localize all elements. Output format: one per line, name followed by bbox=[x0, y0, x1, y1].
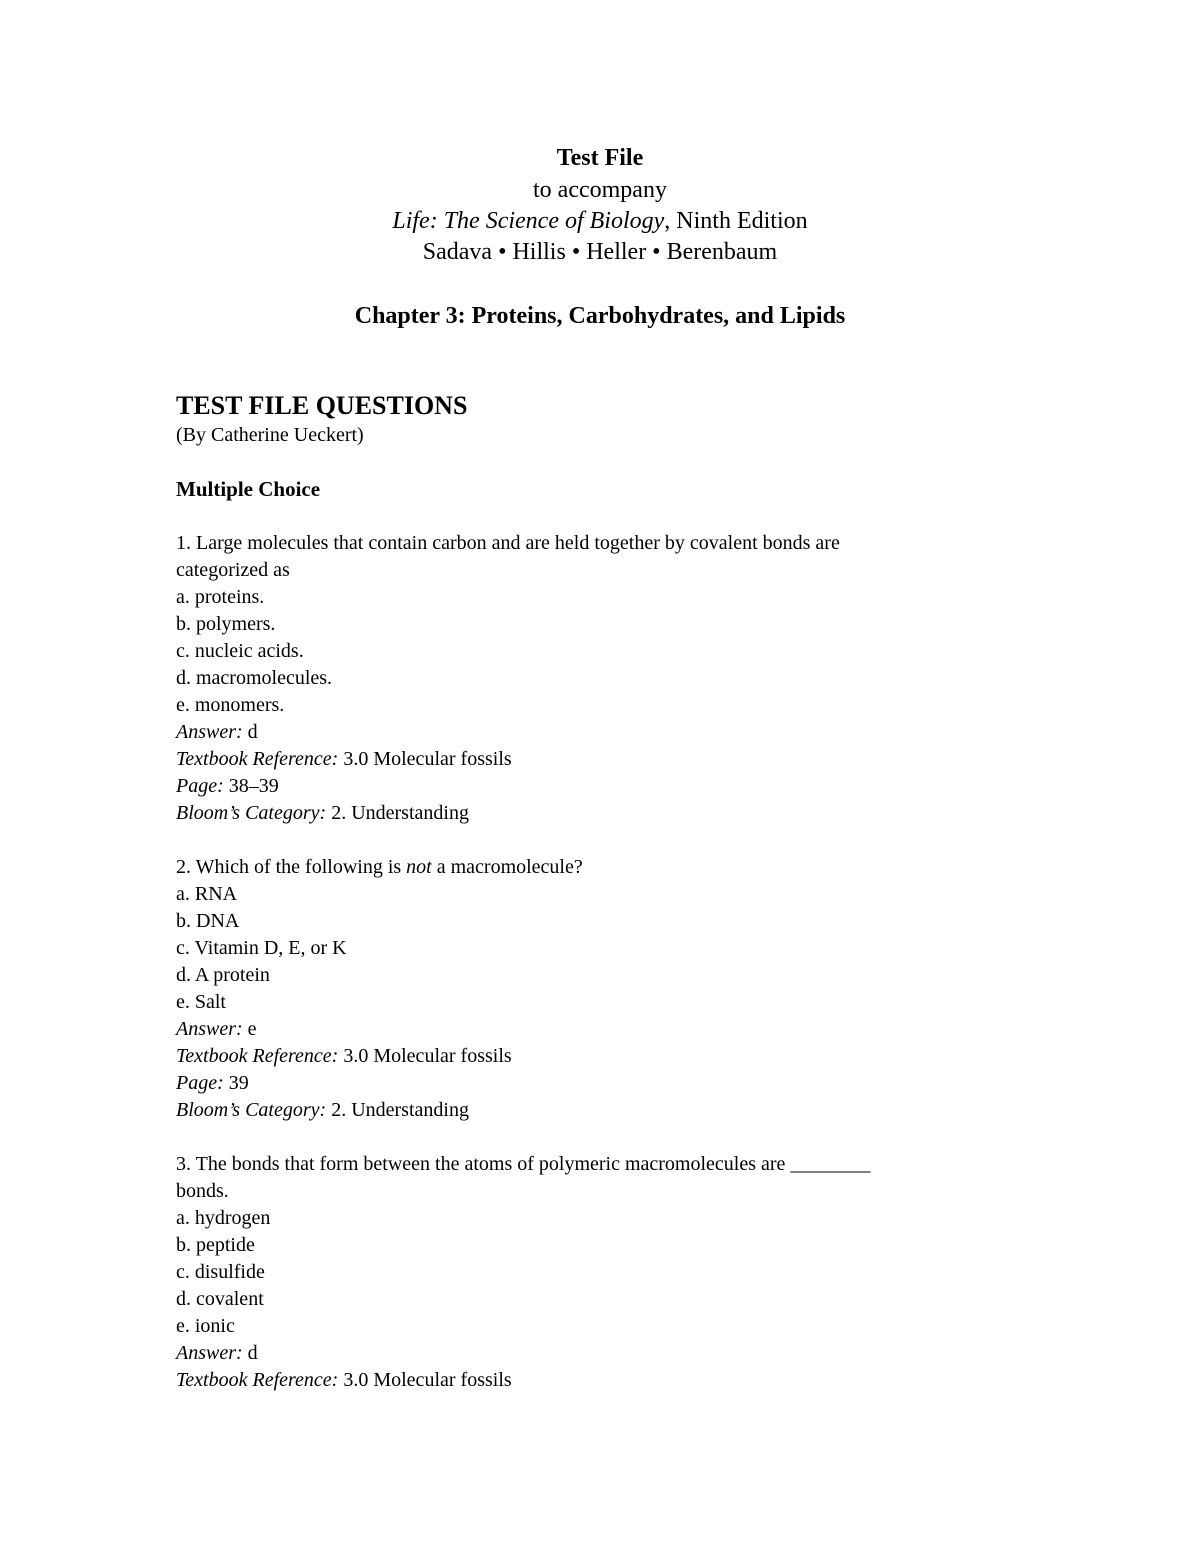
answer-option-b: b. DNA bbox=[176, 910, 240, 932]
section-subheading: Multiple Choice bbox=[176, 477, 321, 501]
question-1 bbox=[176, 530, 1036, 827]
chapter-title: Chapter 3: Proteins, Carbohydrates, and Lipids bbox=[354, 303, 846, 329]
answer-option-a: a. RNA bbox=[176, 883, 238, 905]
document-subtitle: to accompany bbox=[533, 177, 667, 203]
page-value: 39 bbox=[223, 1072, 249, 1094]
textbook-reference-value: 3.0 Molecular fossils bbox=[338, 1045, 512, 1067]
question-3 bbox=[176, 1151, 1036, 1394]
answer-option-e: e. ionic bbox=[176, 1315, 235, 1337]
textbook-reference-value: 3.0 Molecular fossils bbox=[338, 748, 512, 770]
answer-option-e: e. Salt bbox=[176, 991, 226, 1013]
answer-line bbox=[176, 1016, 1036, 1043]
textbook-reference-value: 3.0 Molecular fossils bbox=[338, 1369, 512, 1391]
book-edition: , Ninth Edition bbox=[664, 208, 808, 234]
section-header bbox=[176, 391, 1036, 449]
answer-label: Answer: bbox=[176, 721, 243, 743]
answer-option-c: c. disulfide bbox=[176, 1261, 265, 1283]
section-byline: (By Catherine Ueckert) bbox=[176, 424, 364, 446]
answer-value: e bbox=[242, 1018, 257, 1040]
answer-option-d: d. macromolecules. bbox=[176, 667, 333, 689]
section-subheading-block bbox=[176, 476, 1036, 503]
question-stem-start: 2. Which of the following is bbox=[176, 856, 407, 878]
answer-value: d bbox=[242, 1342, 258, 1364]
answer-option-b: b. peptide bbox=[176, 1234, 255, 1256]
question-stem-end: a macromolecule? bbox=[431, 856, 583, 878]
question-stem-emphasis: not bbox=[406, 856, 432, 878]
answer-option-c: c. nucleic acids. bbox=[176, 640, 304, 662]
textbook-reference-line bbox=[176, 746, 1036, 773]
question-list bbox=[176, 530, 1036, 1394]
answer-option-a: a. proteins. bbox=[176, 586, 265, 608]
answer-line bbox=[176, 719, 1036, 746]
answer-option-b: b. polymers. bbox=[176, 613, 276, 635]
answer-label: Answer: bbox=[176, 1342, 243, 1364]
answer-option-c: c. Vitamin D, E, or K bbox=[176, 937, 347, 959]
question-stem-continued: bonds. bbox=[176, 1180, 229, 1202]
question-stem: 3. The bonds that form between the atoms of polymeric macromolecules are ________ bbox=[176, 1153, 871, 1175]
question-stem-continued: categorized as bbox=[176, 559, 290, 581]
textbook-reference-line bbox=[176, 1043, 1036, 1070]
blooms-line bbox=[176, 800, 1036, 827]
blooms-label: Bloom’s Category: bbox=[176, 802, 327, 824]
page-line bbox=[176, 773, 1036, 800]
textbook-reference-line bbox=[176, 1367, 1036, 1394]
spacer bbox=[176, 1124, 1036, 1151]
textbook-reference-label: Textbook Reference: bbox=[176, 1369, 339, 1391]
book-title: Life: The Science of Biology bbox=[392, 208, 665, 234]
page-label: Page: bbox=[176, 1072, 224, 1094]
page-label: Page: bbox=[176, 775, 224, 797]
answer-option-d: d. A protein bbox=[176, 964, 270, 986]
blooms-value: 2. Understanding bbox=[326, 802, 469, 824]
question-stem bbox=[176, 854, 1036, 881]
question-stem: 1. Large molecules that contain carbon and are held together by covalent bonds are bbox=[176, 532, 840, 554]
answer-line bbox=[176, 1340, 1036, 1367]
answer-option-a: a. hydrogen bbox=[176, 1207, 271, 1229]
page-line bbox=[176, 1070, 1036, 1097]
answer-option-e: e. monomers. bbox=[176, 694, 285, 716]
textbook-reference-label: Textbook Reference: bbox=[176, 748, 339, 770]
page-value: 38–39 bbox=[223, 775, 279, 797]
blooms-value: 2. Understanding bbox=[326, 1099, 469, 1121]
blooms-label: Bloom’s Category: bbox=[176, 1099, 327, 1121]
question-2 bbox=[176, 854, 1036, 1124]
document-title: Test File bbox=[556, 145, 644, 171]
section-heading: TEST FILE QUESTIONS bbox=[176, 391, 468, 420]
textbook-reference-label: Textbook Reference: bbox=[176, 1045, 339, 1067]
blooms-line bbox=[176, 1097, 1036, 1124]
answer-label: Answer: bbox=[176, 1018, 243, 1040]
book-title-line bbox=[0, 206, 1200, 237]
authors-line: Sadava • Hillis • Heller • Berenbaum bbox=[422, 239, 778, 265]
answer-value: d bbox=[242, 721, 258, 743]
spacer bbox=[176, 827, 1036, 854]
answer-option-d: d. covalent bbox=[176, 1288, 264, 1310]
